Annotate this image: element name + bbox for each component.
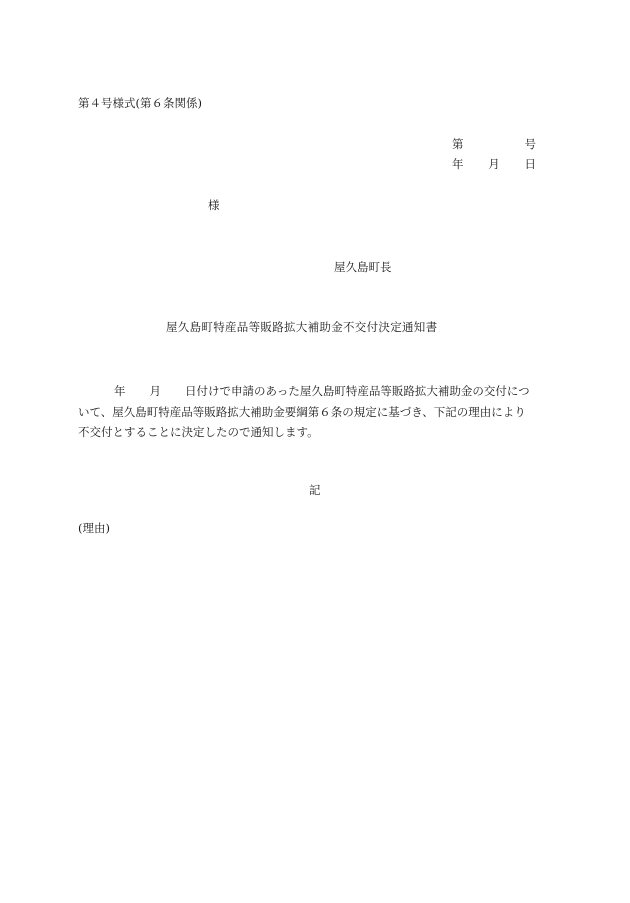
document-number-line [452,139,536,151]
document-title: 屋久島町特産品等販路拡大補助金不交付決定通知書 [166,320,438,334]
recipient-honorific: 様 [208,198,220,212]
date-day: 日 [524,157,536,171]
date-month: 月 [488,157,500,171]
ki-heading: 記 [309,483,321,497]
body-line-1-rest: 日付けで申請のあった屋久島町特産品等販路拡大補助金の交付につ [185,384,530,398]
document-number-prefix: 第 [452,137,464,151]
body-line-2: いて、屋久島町特産品等販路拡大補助金要綱第６条の規定に基づき、下記の理由により [78,404,526,419]
date-year: 年 [452,157,464,171]
issuer-name: 屋久島町長 [334,260,392,274]
body-line-1 [78,381,548,402]
body-text [78,381,548,443]
form-number-label: 第４号様式(第６条関係) [78,96,202,110]
body-line-3: 不交付とすることに決定したので通知します。 [78,425,319,439]
body-month: 月 [149,384,161,398]
body-year: 年 [114,384,126,398]
reason-label: (理由) [78,521,110,535]
document-date-line [452,159,536,171]
document-number-suffix: 号 [524,137,536,151]
